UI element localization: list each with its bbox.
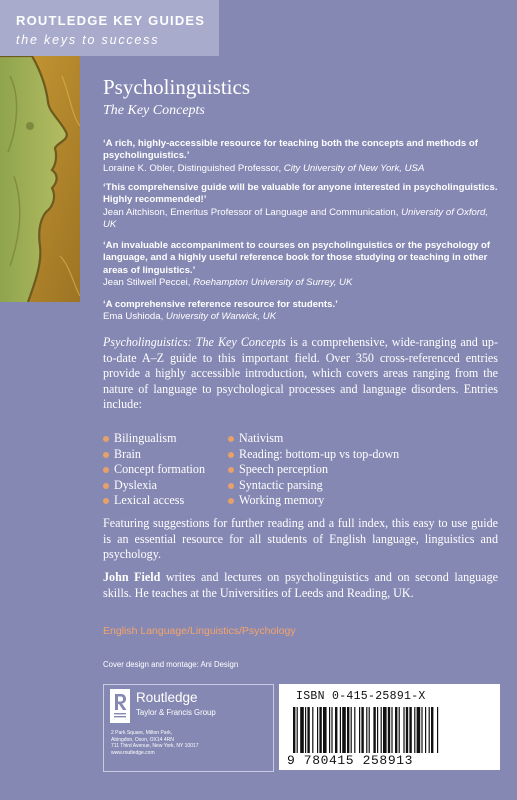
book-subtitle: The Key Concepts xyxy=(103,103,205,118)
entries-list-right xyxy=(228,431,399,509)
barcode-bar xyxy=(437,707,438,753)
profile-face-illustration xyxy=(0,56,80,302)
address-line: 2 Park Square, Milton Park, xyxy=(111,730,173,736)
bullet-icon xyxy=(103,452,109,458)
barcode-bar xyxy=(307,707,309,753)
bullet-icon xyxy=(228,498,234,504)
barcode-bar xyxy=(395,707,397,753)
barcode-bar xyxy=(366,707,367,753)
barcode-bar xyxy=(369,707,370,753)
barcode-bar xyxy=(383,707,387,753)
reviewer-name: Jean Aitchison, Emeritus Professor of Language and Communication, xyxy=(103,206,402,218)
address-line: www.routledge.com xyxy=(111,749,155,756)
entry-label: Working memory xyxy=(239,493,325,508)
publisher-name: Routledge xyxy=(136,690,198,705)
author-bio-text: writes and lectures on psycholinguistics and on second language skills. He teaches at the Universities of Leeds and Reading, UK. xyxy=(103,570,498,600)
reviewer-name: Jean Stilwell Peccei, xyxy=(103,277,194,289)
entry-label: Syntactic parsing xyxy=(239,477,323,492)
entries-list-left xyxy=(103,431,205,509)
barcode-bar xyxy=(377,707,378,753)
barcode-bar xyxy=(305,707,306,753)
barcode-bar xyxy=(347,707,349,753)
barcode-icon xyxy=(293,707,485,753)
review-quote-text: ‘An invaluable accompaniment to courses on psycholinguistics or the psychology of language, and a highly useful reference book for those studying or teaching in other areas of linguistics.’ xyxy=(103,240,491,276)
barcode-bar xyxy=(359,707,360,753)
barcode-bar xyxy=(317,707,318,753)
bullet-icon xyxy=(103,436,109,442)
barcode-bar xyxy=(319,707,321,753)
bullet-icon xyxy=(228,452,234,458)
series-tagline: the keys to success xyxy=(16,33,160,47)
bullet-icon xyxy=(103,498,109,504)
barcode-bar xyxy=(431,707,433,753)
list-item xyxy=(228,478,399,494)
reviewer-affiliation: City University of New York, USA xyxy=(283,162,425,174)
reviewer-affiliation: Roehampton University of Surrey, UK xyxy=(193,277,353,289)
list-item xyxy=(103,431,205,447)
list-item xyxy=(228,431,399,447)
author-name: John Field xyxy=(103,570,161,584)
review-quote xyxy=(103,240,498,290)
barcode-bar xyxy=(340,707,341,753)
reviewer-affiliation: University of Warwick, UK xyxy=(165,311,277,323)
barcode-bar xyxy=(429,707,430,753)
barcode-bar xyxy=(354,707,355,753)
barcode-bar xyxy=(403,707,404,753)
bullet-icon xyxy=(228,483,234,489)
routledge-logo-icon xyxy=(110,689,130,723)
address-line: 711 Third Avenue, New York, NY 10017 xyxy=(111,743,199,750)
barcode-bar xyxy=(388,707,390,753)
features-paragraph: Featuring suggestions for further reading and a full index, this easy to use guide is an essential resource for all students of English language, linguistics and psychology. xyxy=(103,516,498,561)
barcode-bar xyxy=(297,707,298,753)
entry-label: Lexical access xyxy=(114,493,185,508)
bullet-icon xyxy=(228,467,234,473)
review-quote-text: ‘A comprehensive reference resource for students.’ xyxy=(103,299,338,310)
reviewer-name: Loraine K. Obler, Distinguished Professor, xyxy=(103,162,284,174)
description-title-ref: Psycholinguistics: The Key Concepts xyxy=(103,335,286,349)
review-quote xyxy=(103,182,498,232)
barcode-bar xyxy=(373,707,375,753)
barcode-bar xyxy=(406,707,408,753)
barcode-bar xyxy=(409,707,411,753)
reviewer-name: Ema Ushioda, xyxy=(103,311,166,323)
cover-design-credit: Cover design and montage: Ani Design xyxy=(103,660,239,669)
barcode-bar xyxy=(300,707,304,753)
isbn-number: ISBN 0-415-25891-X xyxy=(296,690,426,703)
barcode-bar xyxy=(351,707,352,753)
review-attribution xyxy=(103,163,498,175)
barcode-bar xyxy=(312,707,313,753)
barcode-bar xyxy=(381,707,382,753)
address-line: Abingdon, Oxon, OX14 4RN xyxy=(111,736,174,743)
cover-art-profile xyxy=(0,56,80,302)
barcode-bar xyxy=(342,707,346,753)
description-text: is a comprehensive, wide-ranging and up-to-date A–Z guide to this important field. Over 350 cross-referenced entries provide a highly accessible introduction, which covers areas ranging from the nature of language to psychological processes and language disorders. Entries include: xyxy=(103,335,498,411)
review-attribution xyxy=(103,277,498,289)
barcode-bar xyxy=(361,707,363,753)
entry-label: Brain xyxy=(114,446,141,461)
barcode-bar xyxy=(293,707,295,753)
barcode-bar xyxy=(335,707,337,753)
barcode-bar xyxy=(391,707,392,753)
review-attribution xyxy=(103,207,498,232)
list-item xyxy=(103,462,205,478)
barcode-bar xyxy=(331,707,332,753)
barcode-bar xyxy=(421,707,422,753)
book-title: Psycholinguistics xyxy=(103,75,251,99)
barcode-block xyxy=(279,684,500,770)
author-bio xyxy=(103,570,498,601)
list-item xyxy=(228,493,399,509)
review-quote xyxy=(103,138,498,175)
list-item xyxy=(103,478,205,494)
reviewer-affiliation: University of Oxford, UK xyxy=(103,206,489,231)
list-item xyxy=(103,493,205,509)
list-item xyxy=(228,447,399,463)
publisher-address xyxy=(111,730,198,756)
review-attribution xyxy=(103,311,498,323)
barcode-bar xyxy=(425,707,426,753)
entry-label: Speech perception xyxy=(239,462,328,477)
barcode-bar xyxy=(417,707,421,753)
bullet-icon xyxy=(103,483,109,489)
book-description xyxy=(103,335,498,413)
entry-label: Bilingualism xyxy=(114,431,177,445)
entry-label: Concept formation xyxy=(114,462,206,477)
entry-label: Dyslexia xyxy=(114,477,157,492)
entry-label: Reading: bottom-up vs top-down xyxy=(239,446,400,461)
barcode-bar xyxy=(323,707,327,753)
review-quote-text: ‘A rich, highly-accessible resource for teaching both the concepts and methods of psycholinguistics.’ xyxy=(103,138,478,162)
series-name: ROUTLEDGE KEY GUIDES xyxy=(16,13,206,28)
bullet-icon xyxy=(228,436,234,442)
list-item xyxy=(103,447,205,463)
review-quote xyxy=(103,299,498,324)
ean-number: 9 780415 258913 xyxy=(287,753,414,768)
publisher-block xyxy=(103,684,274,772)
subject-category: English Language/Linguistics/Psychology xyxy=(103,625,296,637)
barcode-bar xyxy=(414,707,415,753)
review-quote-text: ‘This comprehensive guide will be valuable for anyone interested in psycholinguistics. Highly recommended!’ xyxy=(103,182,498,206)
barcode-bar xyxy=(399,707,400,753)
list-item xyxy=(228,462,399,478)
bullet-icon xyxy=(103,467,109,473)
publisher-group: Taylor & Francis Group xyxy=(136,708,216,717)
entry-label: Nativism xyxy=(239,431,284,445)
barcode-bar xyxy=(329,707,330,753)
series-header xyxy=(0,0,219,56)
